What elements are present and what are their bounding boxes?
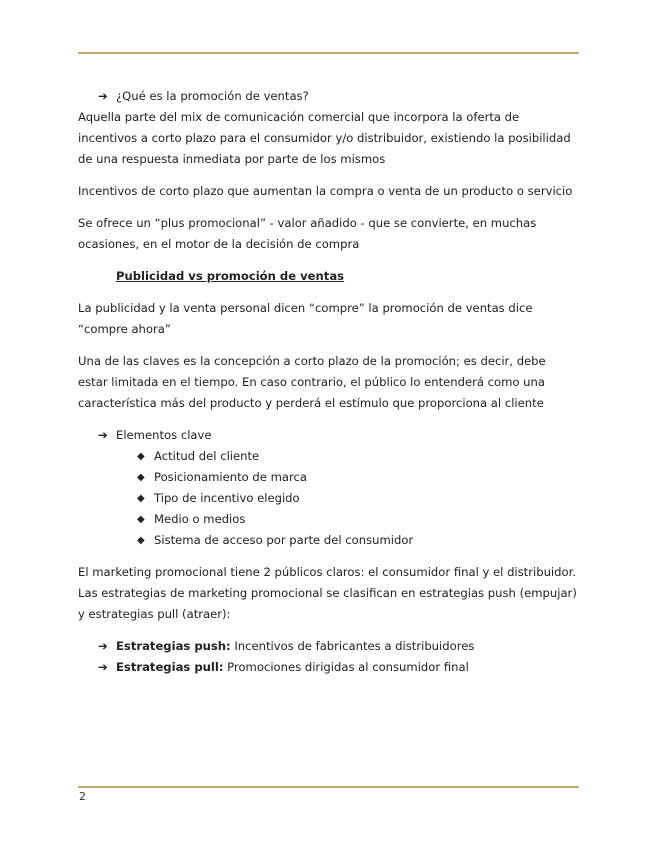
- document-body: [78, 86, 578, 678]
- list-item: ◆ Posicionamiento de marca: [78, 467, 578, 488]
- key-elements-title: Elementos clave: [116, 428, 212, 442]
- strategy-push-item: [78, 636, 578, 657]
- page-number: 2: [79, 790, 86, 803]
- question-text: ¿Qué es la promoción de ventas?: [116, 89, 309, 103]
- mid-paragraph-1: La publicidad y la venta personal dicen “compre” la promoción de ventas dice “compre ahora”: [78, 301, 533, 336]
- mid-paragraph-2: Una de las claves es la concepción a corto plazo de la promoción; es decir, debe estar limitada en el tiempo. En caso contrario, el público lo entenderá como una característica más del producto y perderá el estímulo que proporciona al cliente: [78, 354, 546, 410]
- diamond-bullet-icon: ◆: [137, 493, 145, 504]
- diamond-bullet-icon: ◆: [137, 535, 145, 546]
- strategy-pull-label: Estrategias pull:: [116, 660, 224, 674]
- intro-paragraph-1: Aquella parte del mix de comunicación comercial que incorpora la oferta de incentivos a corto plazo para el consumidor y/o distribuidor, existiendo la posibilidad de una respuesta inmediata por parte de los mismos: [78, 110, 571, 166]
- list-item: ◆ Medio o medios: [78, 509, 578, 530]
- header-rule: [78, 52, 579, 54]
- section-subheading: Publicidad vs promoción de ventas: [116, 269, 345, 283]
- strategies-paragraph: El marketing promocional tiene 2 públicos claros: el consumidor final y el distribuidor. Las estrategias de marketing promocional se clasifican en estrategias push (empujar) y estrategias pull (atraer):: [78, 565, 577, 621]
- list-item: ◆ Sistema de acceso por parte del consumidor: [78, 530, 578, 551]
- arrow-icon: ➔: [98, 428, 108, 442]
- list-item: ◆ Actitud del cliente: [78, 446, 578, 467]
- intro-paragraph-2: Incentivos de corto plazo que aumentan la compra o venta de un producto o servicio: [78, 184, 573, 198]
- diamond-bullet-icon: ◆: [137, 451, 145, 462]
- strategy-push-label: Estrategias push:: [116, 639, 231, 653]
- strategy-pull-text: Promociones dirigidas al consumidor final: [223, 660, 469, 674]
- strategy-pull-item: [78, 657, 578, 678]
- intro-paragraph-3: Se ofrece un “plus promocional” - valor añadido - que se convierte, en muchas ocasiones, en el motor de la decisión de compra: [78, 216, 537, 251]
- arrow-icon: ➔: [98, 660, 108, 674]
- list-item: ◆ Tipo de incentivo elegido: [78, 488, 578, 509]
- strategy-push-text: Incentivos de fabricantes a distribuidores: [230, 639, 475, 653]
- question-item: [78, 86, 578, 107]
- diamond-bullet-icon: ◆: [137, 472, 145, 483]
- footer-rule: [78, 786, 579, 788]
- key-elements-heading: [78, 425, 578, 446]
- arrow-icon: ➔: [98, 89, 108, 103]
- diamond-bullet-icon: ◆: [137, 514, 145, 525]
- key-elements-list: [78, 446, 578, 551]
- arrow-icon: ➔: [98, 639, 108, 653]
